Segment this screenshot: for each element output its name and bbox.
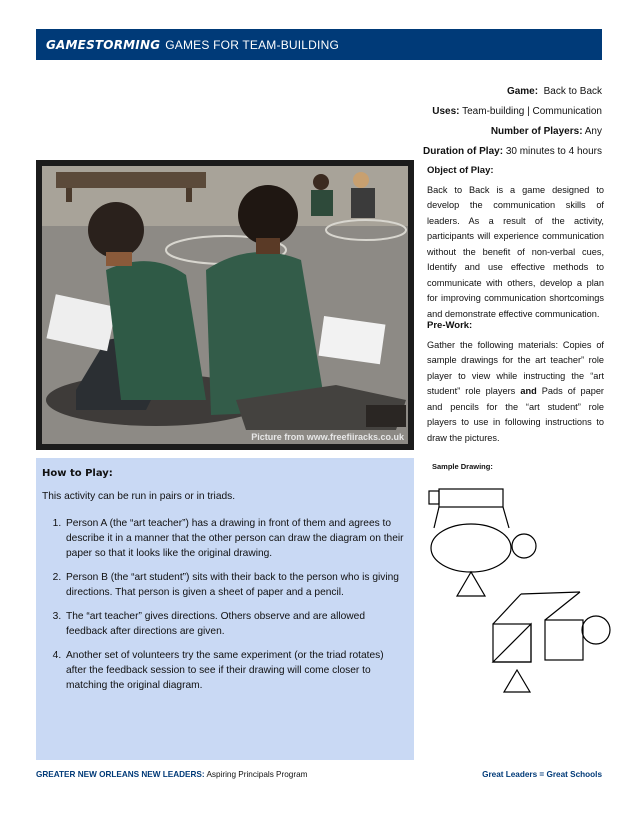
photo-credit: Picture from www.freefiiracks.co.uk [251,432,404,442]
how-to-play-box [36,458,414,760]
brand-title: GAMESTORMING [46,37,161,52]
step-item: 4. Another set of volunteers try the same experiment (or the triad rotates) after the feedback session to see if their drawing will come closer to matching the original diagram. [64,648,404,693]
sample-drawing [420,480,620,725]
pre-work-section [427,318,604,446]
header-banner [36,29,602,60]
how-to-play-intro: This activity can be run in pairs or in triads. [42,491,236,502]
footer-tagline: Great Leaders = Great Schools [482,770,602,779]
meta-players: Number of Players: Any [490,126,602,137]
object-of-play-title: Object of Play: [427,165,494,176]
how-to-play-steps [42,516,404,693]
how-to-play-title: How to Play: [42,468,113,479]
game-meta [423,82,602,162]
object-of-play-section [427,163,604,322]
children-photo [36,160,414,450]
sample-drawing-label: Sample Drawing: [432,462,493,471]
meta-game: Game: Back to Back [506,86,602,97]
step-item: 3. The “art teacher” gives directions. Others observe and are allowed feedback after directions are given. [64,609,404,639]
pre-work-text: Gather the following materials: Copies of sample drawings for the art teacher” role player to view while instructing the “art student” role players and Pads of paper and pencils for the “art student” role players to use in following instructions to draw the pictures. [427,339,604,443]
object-of-play-text: Back to Back is a game designed to develop the communication skills of leaders. As a result of the activity, participants will experience communication without the benefit of non-verbal cues, Identify and use effective methods to communicate with others, develop a plan for improving communication shortcomings and demonstrate effective communication. [427,184,604,319]
photo-illustration [36,160,414,450]
meta-uses: Uses: Team-building | Communication [432,106,602,117]
pre-work-title: Pre-Work: [427,320,473,331]
meta-duration: Duration of Play: 30 minutes to 4 hours [423,146,602,157]
step-item: 2. Person B (the “art student”) sits with their back to the person who is giving directions. That person is given a sheet of paper and a pencil. [64,570,404,600]
page-footer [36,770,602,779]
header-subtitle: GAMES FOR TEAM-BUILDING [165,37,339,52]
step-item: 1. Person A (the “art teacher”) has a drawing in front of them and agrees to describe it in a manner that the other person can draw the diagram on their paper so that it looks like the original drawing. [64,516,404,561]
footer-org: GREATER NEW ORLEANS NEW LEADERS: Aspiring Principals Program [36,770,308,779]
